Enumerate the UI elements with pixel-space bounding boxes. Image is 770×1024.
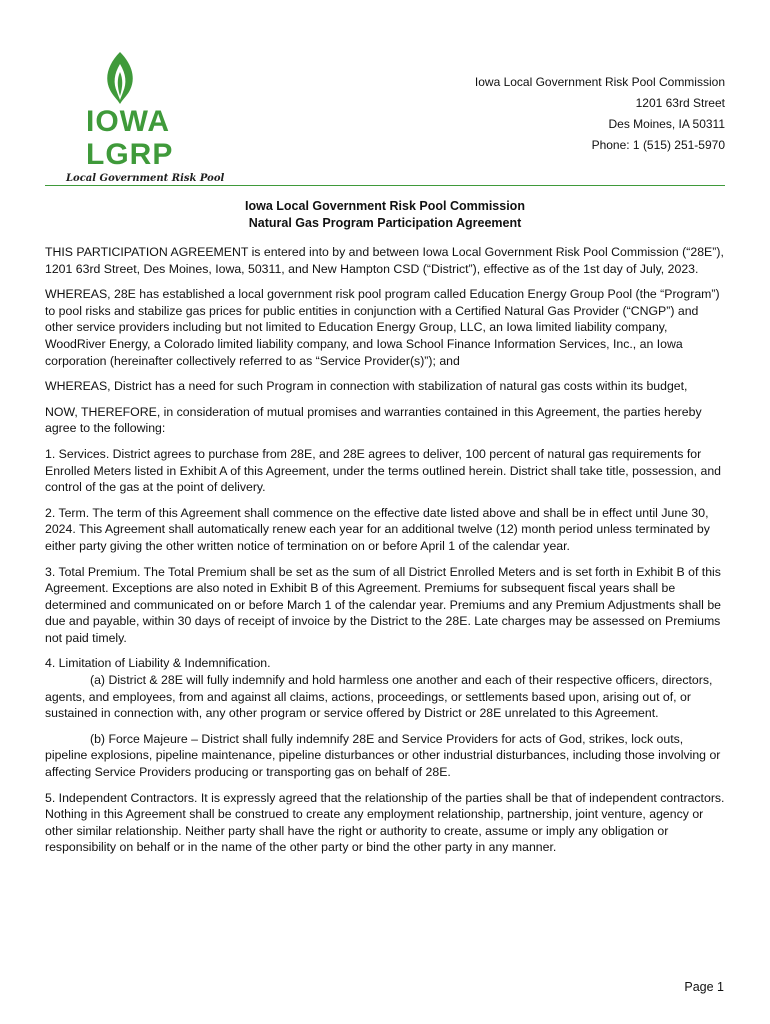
logo-tagline: Local Government Risk Pool [66, 173, 225, 184]
section-total-premium: 3. Total Premium. The Total Premium shall be set as the sum of all District Enrolled Meters and is set forth in Exhibit B of this Agreement. Exceptions are also noted in Exhibit B of this Agreement. Premiums for subsequent fiscal years shall be determined and communicated on or before March 1 of the calendar year. Premiums and any Premium Adjustments shall be due and payable, within 30 days of receipt of invoice by the District to the 28E. Late charges may be assessed on Premiums not paid timely. [45, 564, 721, 645]
document-title [45, 198, 725, 232]
section-liability-b: (b) Force Majeure – District shall fully indemnify 28E and Service Providers for acts of God, strikes, lock outs, pipeline explosions, pipeline maintenance, pipeline disturbances or other industrial disturbances, including those involving or affecting Service Providers producing or transporting gas on behalf of 28E. [45, 731, 721, 780]
section-liability-heading: 4. Limitation of Liability & Indemnification. [45, 656, 271, 671]
paragraph-whereas-program: WHEREAS, 28E has established a local government risk pool program called Education Energy Group Pool (the “Program”) to pool risks and stabilize gas prices for public entities in conjunction with a Certified Natural Gas Provider (“CNGP”) and other service providers including but not limited to Education Energy Group, LLC, an Iowa limited liability company, WoodRiver Energy, a Colorado limited liability company, and Iowa School Finance Information Services, Inc., an Iowa corporation (hereinafter collectively referred to as “Service Provider(s)”); and [45, 287, 720, 368]
contact-city: Des Moines, IA 50311 [608, 117, 725, 131]
header-divider [45, 185, 725, 186]
iowa-lgrp-logo [66, 50, 225, 188]
paragraph-preamble: THIS PARTICIPATION AGREEMENT is entered into by and between Iowa Local Government Risk Pool Commission (“28E”), 1201 63rd Street, Des Moines, Iowa, 50311, and New Hampton CSD (“District”), effective as of the 1st day of July, 2023. [45, 245, 724, 276]
contact-phone: Phone: 1 (515) 251-5970 [591, 138, 725, 152]
paragraph-whereas-need: WHEREAS, District has a need for such Program in connection with stabilization of natural gas costs within its budget, [45, 379, 688, 394]
section-services: 1. Services. District agrees to purchase from 28E, and 28E agrees to deliver, 100 percent of natural gas requirements for Enrolled Meters listed in Exhibit A of this Agreement, under the terms outlined herein. District shall take title, possession, and control of the gas at the point of delivery. [45, 446, 721, 495]
paragraph-therefore: NOW, THEREFORE, in consideration of mutual promises and warranties contained in this Agreement, the parties hereby agree to the following: [45, 404, 702, 436]
page-number: Page 1 [684, 980, 724, 994]
logo-wordmark-iowa: IOWA [86, 105, 170, 138]
logo-wordmark-lgrp: LGRP [86, 138, 174, 171]
section-independent-contractors: 5. Independent Contractors. It is expressly agreed that the relationship of the parties shall be that of independent contractors. Nothing in this Agreement shall be construed to create any employment relationship, partnership, joint venture, agency or other similar relationship. Neither party shall have the right or authority to create, assume or imply any obligation or responsibility on behalf or in the name of the other party or bind the other party in any manner. [45, 790, 725, 855]
contact-street: 1201 63rd Street [635, 96, 725, 110]
section-liability-a: (a) District & 28E will fully indemnify and hold harmless one another and each of their respective officers, directors, agents, and employees, from and against all claims, actions, proceedings, or settlements based upon, arising out of, or sustained in connection with, any other program or service offered by District or 28E unrelated to this Agreement. [45, 673, 713, 721]
contact-org: Iowa Local Government Risk Pool Commission [474, 75, 725, 89]
leaf-flame-icon [102, 50, 138, 106]
agreement-body [45, 244, 727, 865]
contact-block [475, 72, 725, 156]
section-term: 2. Term. The term of this Agreement shall commence on the effective date listed above and shall be in effect until June 30, 2024. This Agreement shall automatically renew each year for an additional twelve (12) month period unless terminated by either party giving the other written notice of termination on or before April 1 of the calendar year. [45, 505, 710, 553]
title-line-1: Iowa Local Government Risk Pool Commission [245, 199, 525, 213]
title-line-2: Natural Gas Program Participation Agreement [248, 216, 522, 230]
